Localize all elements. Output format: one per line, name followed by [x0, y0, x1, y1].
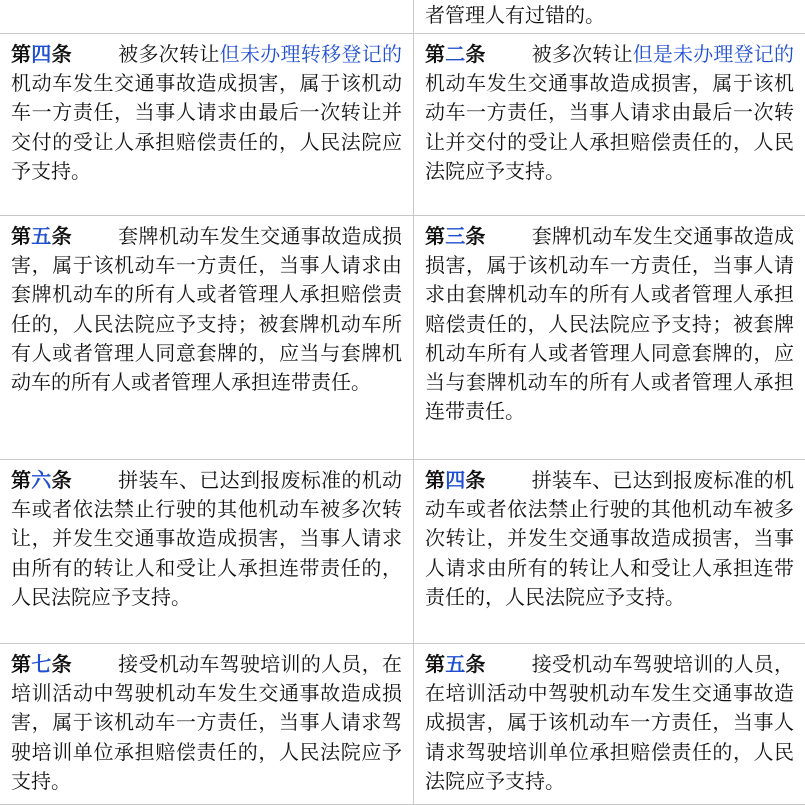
article-text: 接受机动车驾驶培训的人员，在培训活动中驾驶机动车发生交通事故造成损害，属于该机动车一方责任，当事人请求驾驶培训单位承担赔偿责任的，人民法院应予支持。 — [425, 652, 794, 793]
article-text: 拼装车、已达到报废标准的机动车或者依法禁止行驶的其他机动车被多次转让，并发生交通事故造成损害，当事人请求由所有的转让人和受让人承担连带责任的，人民法院应予支持。 — [11, 468, 403, 609]
highlighted-text: 但是未办理登记的 — [632, 42, 794, 66]
article-label: 第三条 — [425, 224, 486, 248]
cell-row3-left — [0, 460, 414, 643]
article-number: 五 — [445, 652, 466, 676]
table-row-4 — [0, 644, 805, 805]
table-row-2 — [0, 216, 805, 460]
cell-row2-left — [0, 216, 414, 459]
article-label: 第六条 — [11, 468, 72, 492]
article-label: 第四条 — [11, 42, 72, 66]
cell-row4-right — [414, 644, 805, 804]
table-row-3 — [0, 460, 805, 644]
article-text: 接受机动车驾驶培训的人员，在培训活动中驾驶机动车发生交通事故造成损害，属于该机动车一方责任，当事人请求驾驶培训单位承担赔偿责任的，人民法院应予支持。 — [11, 652, 403, 793]
highlighted-text: 但未办理转移登记的 — [219, 42, 403, 66]
table-row-top — [0, 0, 805, 34]
article-text-before: 被多次转让 — [117, 42, 220, 66]
article-label: 第七条 — [11, 652, 72, 676]
cell-row2-right — [414, 216, 805, 459]
table-row-1 — [0, 34, 805, 216]
article-number: 六 — [31, 468, 52, 492]
cell-top-right: 者管理人有过错的。 — [425, 3, 605, 27]
article-label: 第四条 — [425, 468, 486, 492]
article-text: 机动车发生交通事故造成损害，属于该机动车一方责任，当事人请求由最后一次转让并交付的受让人承担赔偿责任的，人民法院应予支持。 — [11, 71, 402, 183]
article-number: 七 — [31, 652, 52, 676]
article-text: 套牌机动车发生交通事故造成损害，属于该机动车一方责任，当事人请求由套牌机动车的所有人或者管理人承担赔偿责任的，人民法院应予支持；被套牌机动车所有人或者管理人同意套牌的，应当与套牌机动车的所有人或者管理人承担连带责任。 — [11, 224, 403, 395]
article-text: 套牌机动车发生交通事故造成损害，属于该机动车一方责任，当事人请求由套牌机动车的所有人或者管理人承担赔偿责任的，人民法院应予支持；被套牌机动车所有人或者管理人同意套牌的，应当与套牌机动车的所有人或者管理人承担连带责任。 — [425, 224, 794, 424]
article-number: 五 — [31, 224, 52, 248]
article-number: 二 — [445, 42, 466, 66]
cell-top-left — [0, 0, 414, 33]
cell-row1-right — [414, 34, 805, 215]
article-number: 四 — [445, 468, 466, 492]
cell-row4-left — [0, 644, 414, 804]
article-text-before: 被多次转让 — [531, 42, 633, 66]
cell-row1-left — [0, 34, 414, 215]
article-text: 拼装车、已达到报废标准的机动车或者依法禁止行驶的其他机动车被多次转让，并发生交通事故造成损害，当事人请求由所有的转让人和受让人承担连带责任的，人民法院应予支持。 — [425, 468, 794, 609]
article-label: 第五条 — [11, 224, 72, 248]
cell-row3-right — [414, 460, 805, 643]
article-text: 机动车发生交通事故造成损害，属于该机动车一方责任，当事人请求由最后一次转让并交付的受让人承担赔偿责任的，人民法院应予支持。 — [425, 71, 794, 183]
article-number: 三 — [445, 224, 466, 248]
article-label: 第二条 — [425, 42, 486, 66]
article-label: 第五条 — [425, 652, 486, 676]
article-number: 四 — [31, 42, 52, 66]
